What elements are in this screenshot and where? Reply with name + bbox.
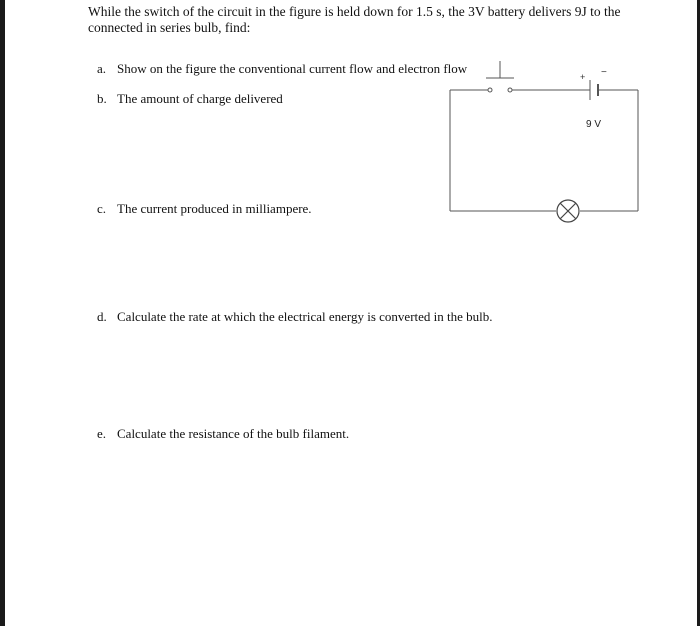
battery-voltage-label: 9 V xyxy=(586,119,602,130)
switch-contact-right xyxy=(508,88,512,92)
battery-plus-sign: + xyxy=(580,72,586,82)
question-letter: d. xyxy=(97,309,107,324)
question-letter: b. xyxy=(97,91,107,106)
push-switch xyxy=(486,61,514,92)
battery-minus-sign: − xyxy=(601,67,607,78)
question-text: The current produced in milliampere. xyxy=(117,201,312,216)
question-text: Calculate the rate at which the electrical energy is converted in the bulb. xyxy=(117,309,493,324)
question-letter: e. xyxy=(97,426,107,441)
battery xyxy=(580,67,607,130)
problem-statement-line-2: connected in series bulb, find: xyxy=(88,20,251,35)
bulb-icon xyxy=(557,200,579,222)
switch-contact-left xyxy=(488,88,492,92)
question-letter: a. xyxy=(97,61,107,76)
question-letter: c. xyxy=(97,201,107,216)
problem-statement-line-1: While the switch of the circuit in the figure is held down for 1.5 s, the 3V battery delivers 9J to the xyxy=(88,4,621,19)
question-text: Calculate the resistance of the bulb filament. xyxy=(117,426,350,441)
question-text: The amount of charge delivered xyxy=(117,91,283,106)
question-text: Show on the figure the conventional current flow and electron flow xyxy=(117,61,468,76)
